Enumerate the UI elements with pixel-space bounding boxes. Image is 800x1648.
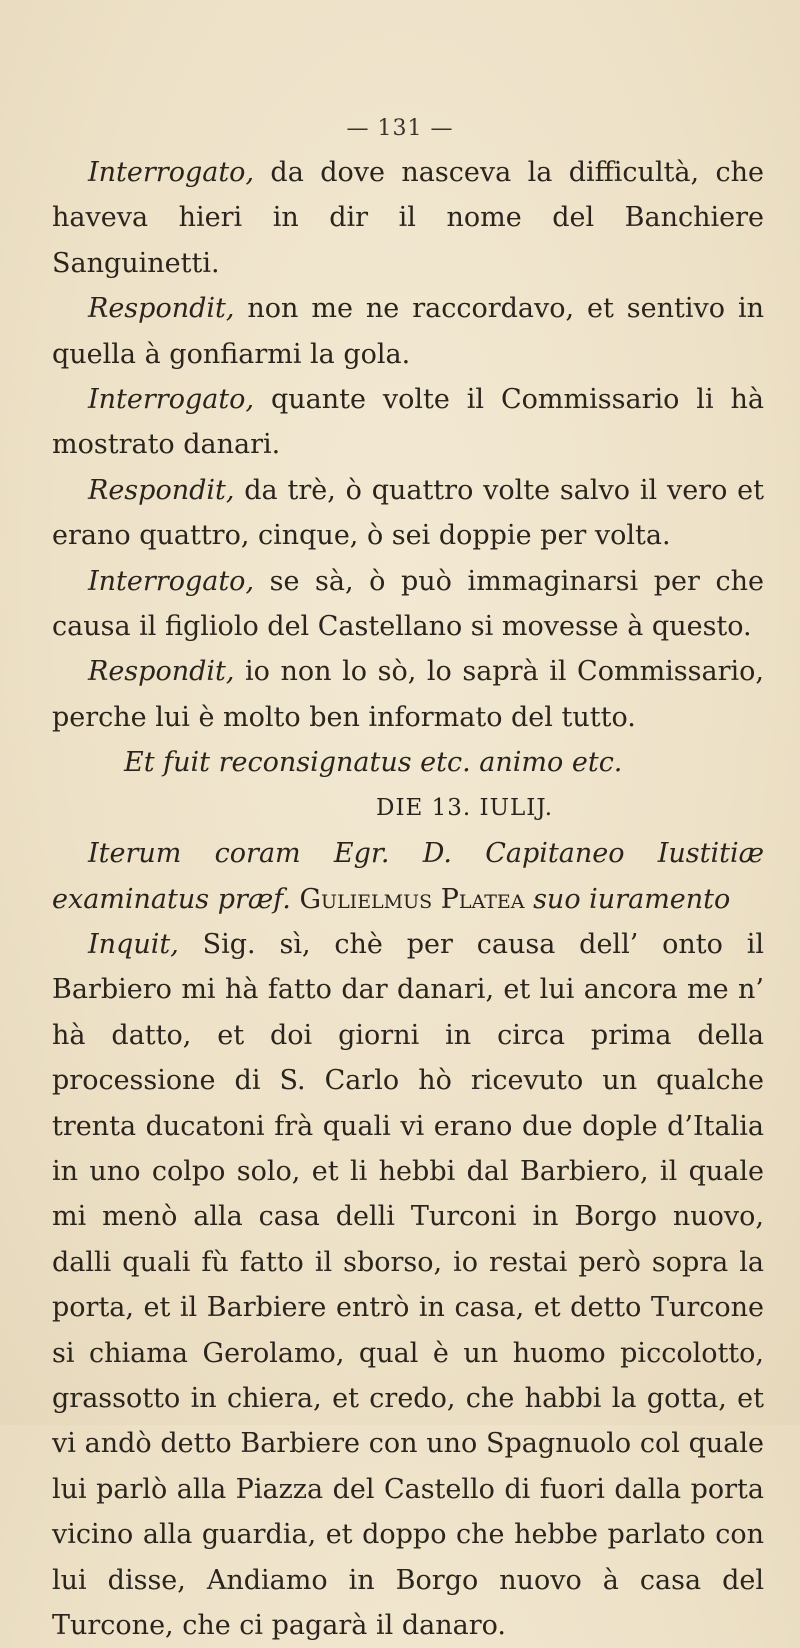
paragraph-lead: Interrogato, [88,384,255,416]
paragraph-interrogato-1 [52,150,764,286]
paragraph-text: da trè, ò quattro volte salvo il vero et erano quattro, cinque, ò sei doppie per volta. [52,474,764,552]
paragraph-text: da dove nasceva la difficultà, che haveva hieri in dir il nome del Banchiere Sanguinetti. [52,157,764,279]
paragraph-text: se sà, ò può immaginarsi per che causa il figliolo del Castellano si movesse à questo. [52,565,764,643]
paragraph-lead: Respondit, [88,474,235,506]
paragraph-lead: Inquit, [88,928,179,960]
paragraph-lead: Respondit, [88,293,235,325]
paragraph-interrogato-2 [52,377,764,468]
paragraph-text: Sig. sì, chè per causa dell’ onto il Barbiero mi hà fatto dar danari, et lui ancora me n’ hà datto, et doi giorni in circa prima della processione di S. Carlo hò ricevuto un qualche trenta ducatoni frà quali vi erano due dople d’Italia in uno colpo solo, et li hebbi dal Barbiero, il quale mi menò alla casa delli Turconi in Borgo nuovo, dalli quali fù fatto il sborso, io restai però sopra la porta, et il Barbiere entrò in casa, et detto Turcone si chiama Gerolamo, qual è un huomo piccolotto, grassotto in chiera, et credo, che habbi la gotta, et vi andò detto Barbiere con uno Spagnuolo col quale lui parlò alla Piazza del Castello di fuori dalla porta vicino alla guardia, et doppo che hebbe parlato con lui disse, Andiamo in Borgo nuovo à casa del Turcone, che ci pagarà il danaro. [52,928,764,1641]
reconsignatus-line: Et fuit reconsignatus etc. animo etc. [124,747,623,779]
paragraph-iterum [52,831,764,922]
paragraph-text: non me ne raccordavo, et sentivo in quella à gonfiarmi la gola. [52,293,764,370]
page-number: — 131 — [346,116,454,141]
paragraph-respondit-2 [52,468,764,559]
date-heading: DIE 13. IULIJ. [376,794,554,821]
paragraph-text: quante volte il Commissario li hà mostrato danari. [52,384,764,461]
paragraph-respondit-3 [52,649,764,740]
text-body [52,150,764,1648]
paragraph-lead: Respondit, [88,656,235,688]
iterum-text-end: suo iuramento [533,883,731,915]
paragraph-lead: Interrogato, [88,565,255,597]
paragraph-text: io non lo sò, lo saprà il Commissario, perche lui è molto ben informato del tutto. [52,656,764,733]
witness-name: Gulielmus Platea [299,883,525,915]
paragraph-respondit-1 [52,286,764,377]
paragraph-interrogato-3 [52,559,764,650]
paragraph-lead: Interrogato, [88,157,255,188]
paragraph-inquit [52,922,764,1648]
iterum-text: Iterum coram Egr. D. Capitaneo Iustitiæ examinatus præf. [52,838,764,915]
